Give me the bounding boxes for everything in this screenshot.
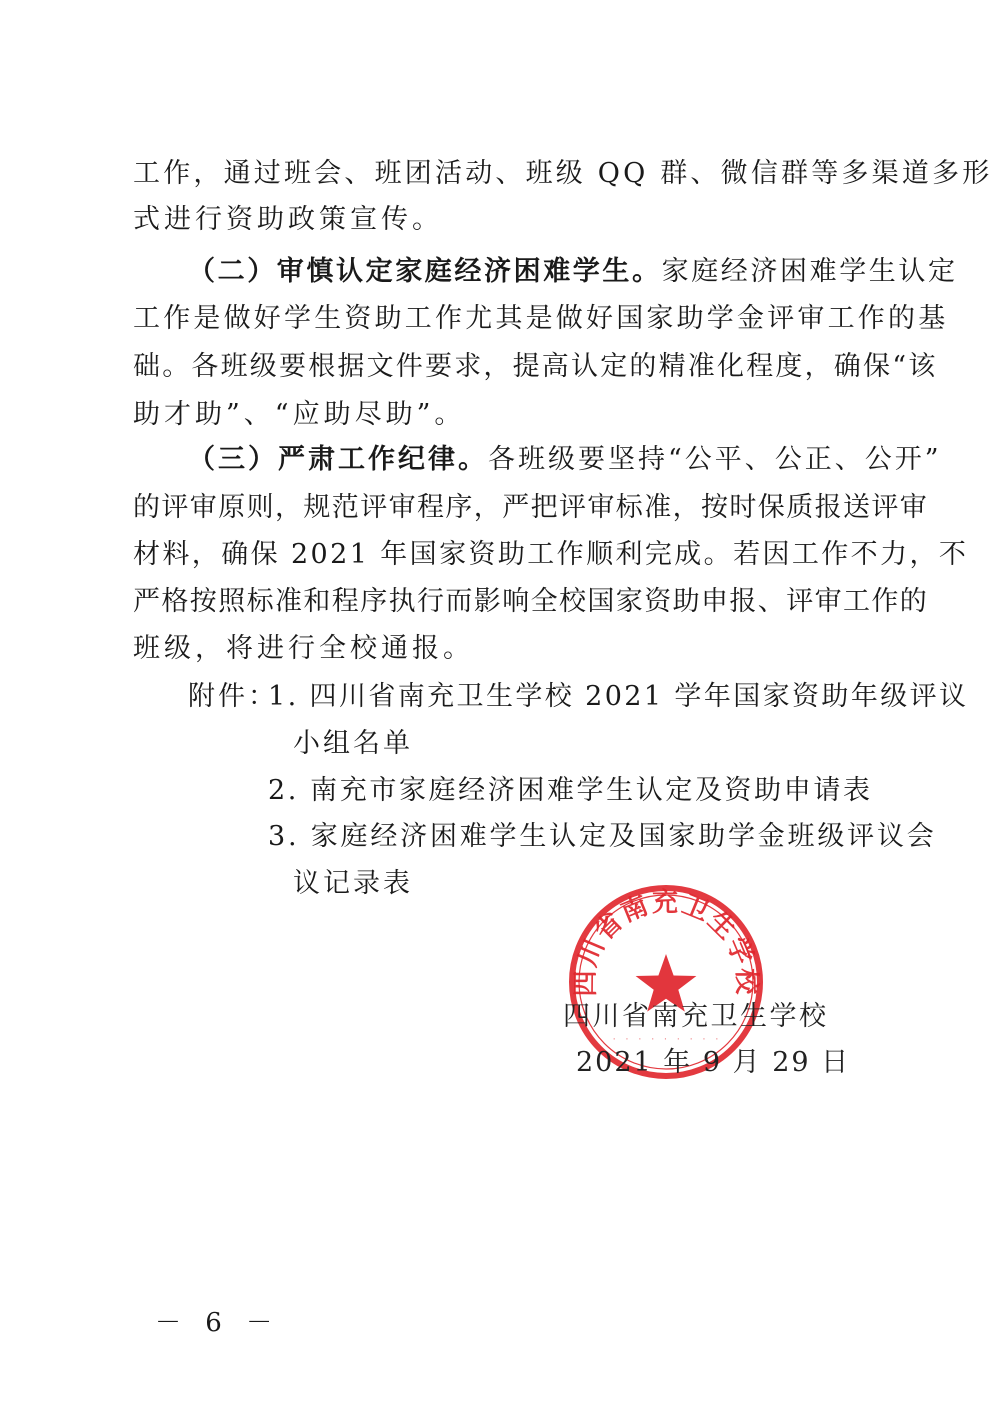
paragraph-2-heading: （二）审慎认定家庭经济困难学生。 <box>188 256 662 287</box>
attachment-3-line-2: 议记录表 <box>293 868 413 899</box>
paragraph-3-line-2: 的评审原则，规范评审程序，严把评审标准，按时保质报送评审 <box>133 492 929 523</box>
paragraph-3-line-1 <box>188 446 942 473</box>
paragraph-1-line-2: 式进行资助政策宣传。 <box>133 204 443 235</box>
paragraph-3-heading: （三）严肃工作纪律。 <box>188 444 488 475</box>
paragraph-3-line-3: 材料，确保 2021 年国家资助工作顺利完成。若因工作不力，不 <box>133 539 969 570</box>
paragraph-2-line-1 <box>188 258 958 285</box>
attachments-label: 附件： <box>188 681 278 712</box>
paragraph-2-line-2: 工作是做好学生资助工作尤其是做好国家助学金评审工作的基 <box>133 303 949 334</box>
svg-text:· · · · · · · · ·: · · · · · · · · · <box>611 1035 721 1045</box>
signature-organization: 四川省南充卫生学校 <box>563 1001 829 1032</box>
paragraph-3-line-4: 严格按照标准和程序执行而影响全校国家资助申报、评审工作的 <box>133 586 929 617</box>
paragraph-3-line-5: 班级，将进行全校通报。 <box>133 633 474 664</box>
signature-date: 2021 年 9 月 29 日 <box>576 1047 851 1078</box>
attachment-1-line-2: 小组名单 <box>293 728 413 759</box>
paragraph-2-line-4: 助才助”、“应助尽助”。 <box>133 399 466 430</box>
seal-text: 四川省南充卫生学校 <box>570 888 762 997</box>
page-number: － 6 － <box>155 1308 281 1338</box>
attachment-1-line-1: 1. 四川省南充卫生学校 2021 学年国家资助年级评议 <box>268 681 969 712</box>
attachment-3-line-1: 3. 家庭经济困难学生认定及国家助学金班级评议会 <box>268 821 937 852</box>
attachment-2: 2. 南充市家庭经济困难学生认定及资助申请表 <box>268 775 873 806</box>
paragraph-2-line-3: 础。各班级要根据文件要求，提高认定的精准化程度，确保“该 <box>133 351 938 382</box>
paragraph-3-line-1-rest: 各班级要坚持“公平、公正、公开” <box>488 444 942 475</box>
paragraph-1-line-1: 工作，通过班会、班团活动、班级 QQ 群、微信群等多渠道多形 <box>133 158 993 189</box>
paragraph-2-line-1-rest: 家庭经济困难学生认定 <box>661 256 958 287</box>
